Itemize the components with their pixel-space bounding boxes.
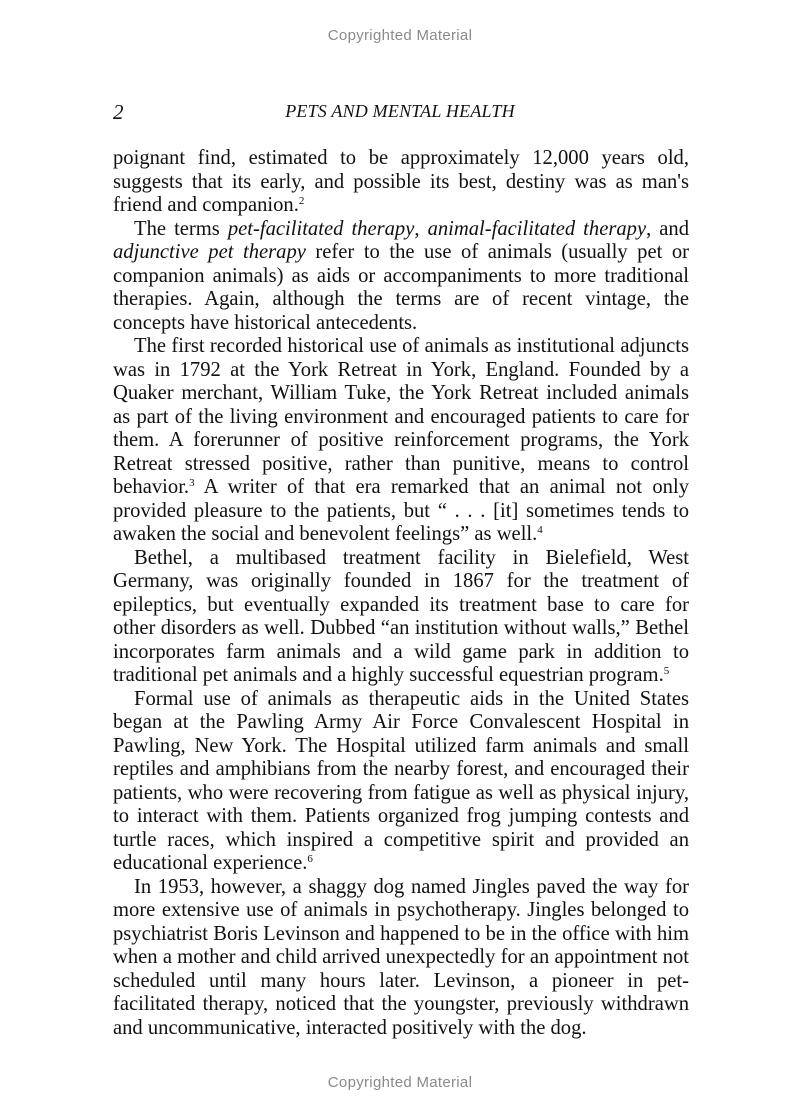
paragraph-continuation: [113, 147, 689, 218]
paragraph-text: In 1953, however, a shaggy dog named Jingles paved the way for more extensive use of animals in psychotherapy. Jingles belonged to psychiatrist Boris Levinson and happened to be in the office with him when a mother and child arrived unexpectedly for an appointment not scheduled until many hours later. Levinson, a pioneer in pet-facilitated therapy, noticed that the youngster, previously withdrawn and uncommunicative, interacted positively with the dog.: [113, 875, 689, 1039]
paragraph-text: The terms: [134, 217, 228, 240]
term-italic: animal-facilitated therapy: [427, 217, 647, 240]
copyright-watermark-top: Copyrighted Material: [327, 27, 473, 44]
footnote-marker: 2: [298, 195, 305, 207]
paragraph-text: The first recorded historical use of animals as institutional adjuncts was in 1792 at the York Retreat in York, England. Founded by a Quaker merchant, William Tuke, the York Retreat included animals as part of the living environment and encouraged patients to care for them. A forerunner of positive reinforcement programs, the York Retreat stressed positive, rather than punitive, means to control behavior.: [113, 335, 689, 498]
footnote-marker: 6: [307, 853, 313, 865]
paragraph-york-retreat: [113, 335, 689, 547]
term-italic: pet-facilitated therapy: [227, 217, 415, 240]
paragraph-text: poignant find, estimated to be approximately 12,000 years old, suggests that its early, and possible its best, destiny was as man's friend and companion.: [113, 147, 689, 216]
running-head: PETS AND MENTAL HEALTH: [285, 101, 515, 121]
paragraph-bethel: [113, 547, 689, 688]
paragraph-text: Formal use of animals as therapeutic aids in the United States began at the Pawling Army Air Force Convalescent Hospital in Pawling, New York. The Hospital utilized farm animals and small reptiles and amphibians from the nearby forest, and encouraged their patients, who were recovering from fatigue as well as physical injury, to interact with them. Patients organized frog jumping contests and turtle races, which inspired a competitive spirit and provided an educational experience.: [113, 687, 689, 874]
paragraph-pawling: [113, 688, 689, 876]
paragraph-text: , and: [646, 217, 690, 240]
paragraph-text: ,: [414, 217, 428, 240]
page-body: [113, 147, 689, 1040]
footnote-marker: 5: [663, 665, 670, 677]
paragraph-text: refer to the use of animals (usually pet or companion animals) as aids or accompaniments to more traditional therapies. Again, although the terms are of recent vintage, the concepts have historical antecedents.: [113, 241, 689, 334]
footnote-marker: 3: [189, 477, 195, 489]
copyright-watermark-bottom: Copyrighted Material: [327, 1074, 473, 1091]
paragraph-terms: [113, 218, 689, 336]
page-number: 2: [113, 100, 124, 124]
paragraph-jingles: [113, 876, 689, 1041]
term-italic: adjunctive pet therapy: [113, 241, 306, 263]
paragraph-text: Bethel, a multibased treatment facility in Bielefield, West Germany, was originally founded in 1867 for the treatment of epileptics, but eventually expanded its treatment base to care for other disorders as well. Dubbed “an institution without walls,” Bethel incorporates farm animals and a wild game park in addition to traditional pet animals and a highly successful equestrian program.: [113, 546, 689, 686]
footnote-marker: 4: [537, 524, 543, 536]
paragraph-text: A writer of that era remarked that an animal not only provided pleasure to the patients, but “ . . . [it] sometimes tends to awaken the social and benevolent feelings” as well.: [113, 476, 689, 545]
